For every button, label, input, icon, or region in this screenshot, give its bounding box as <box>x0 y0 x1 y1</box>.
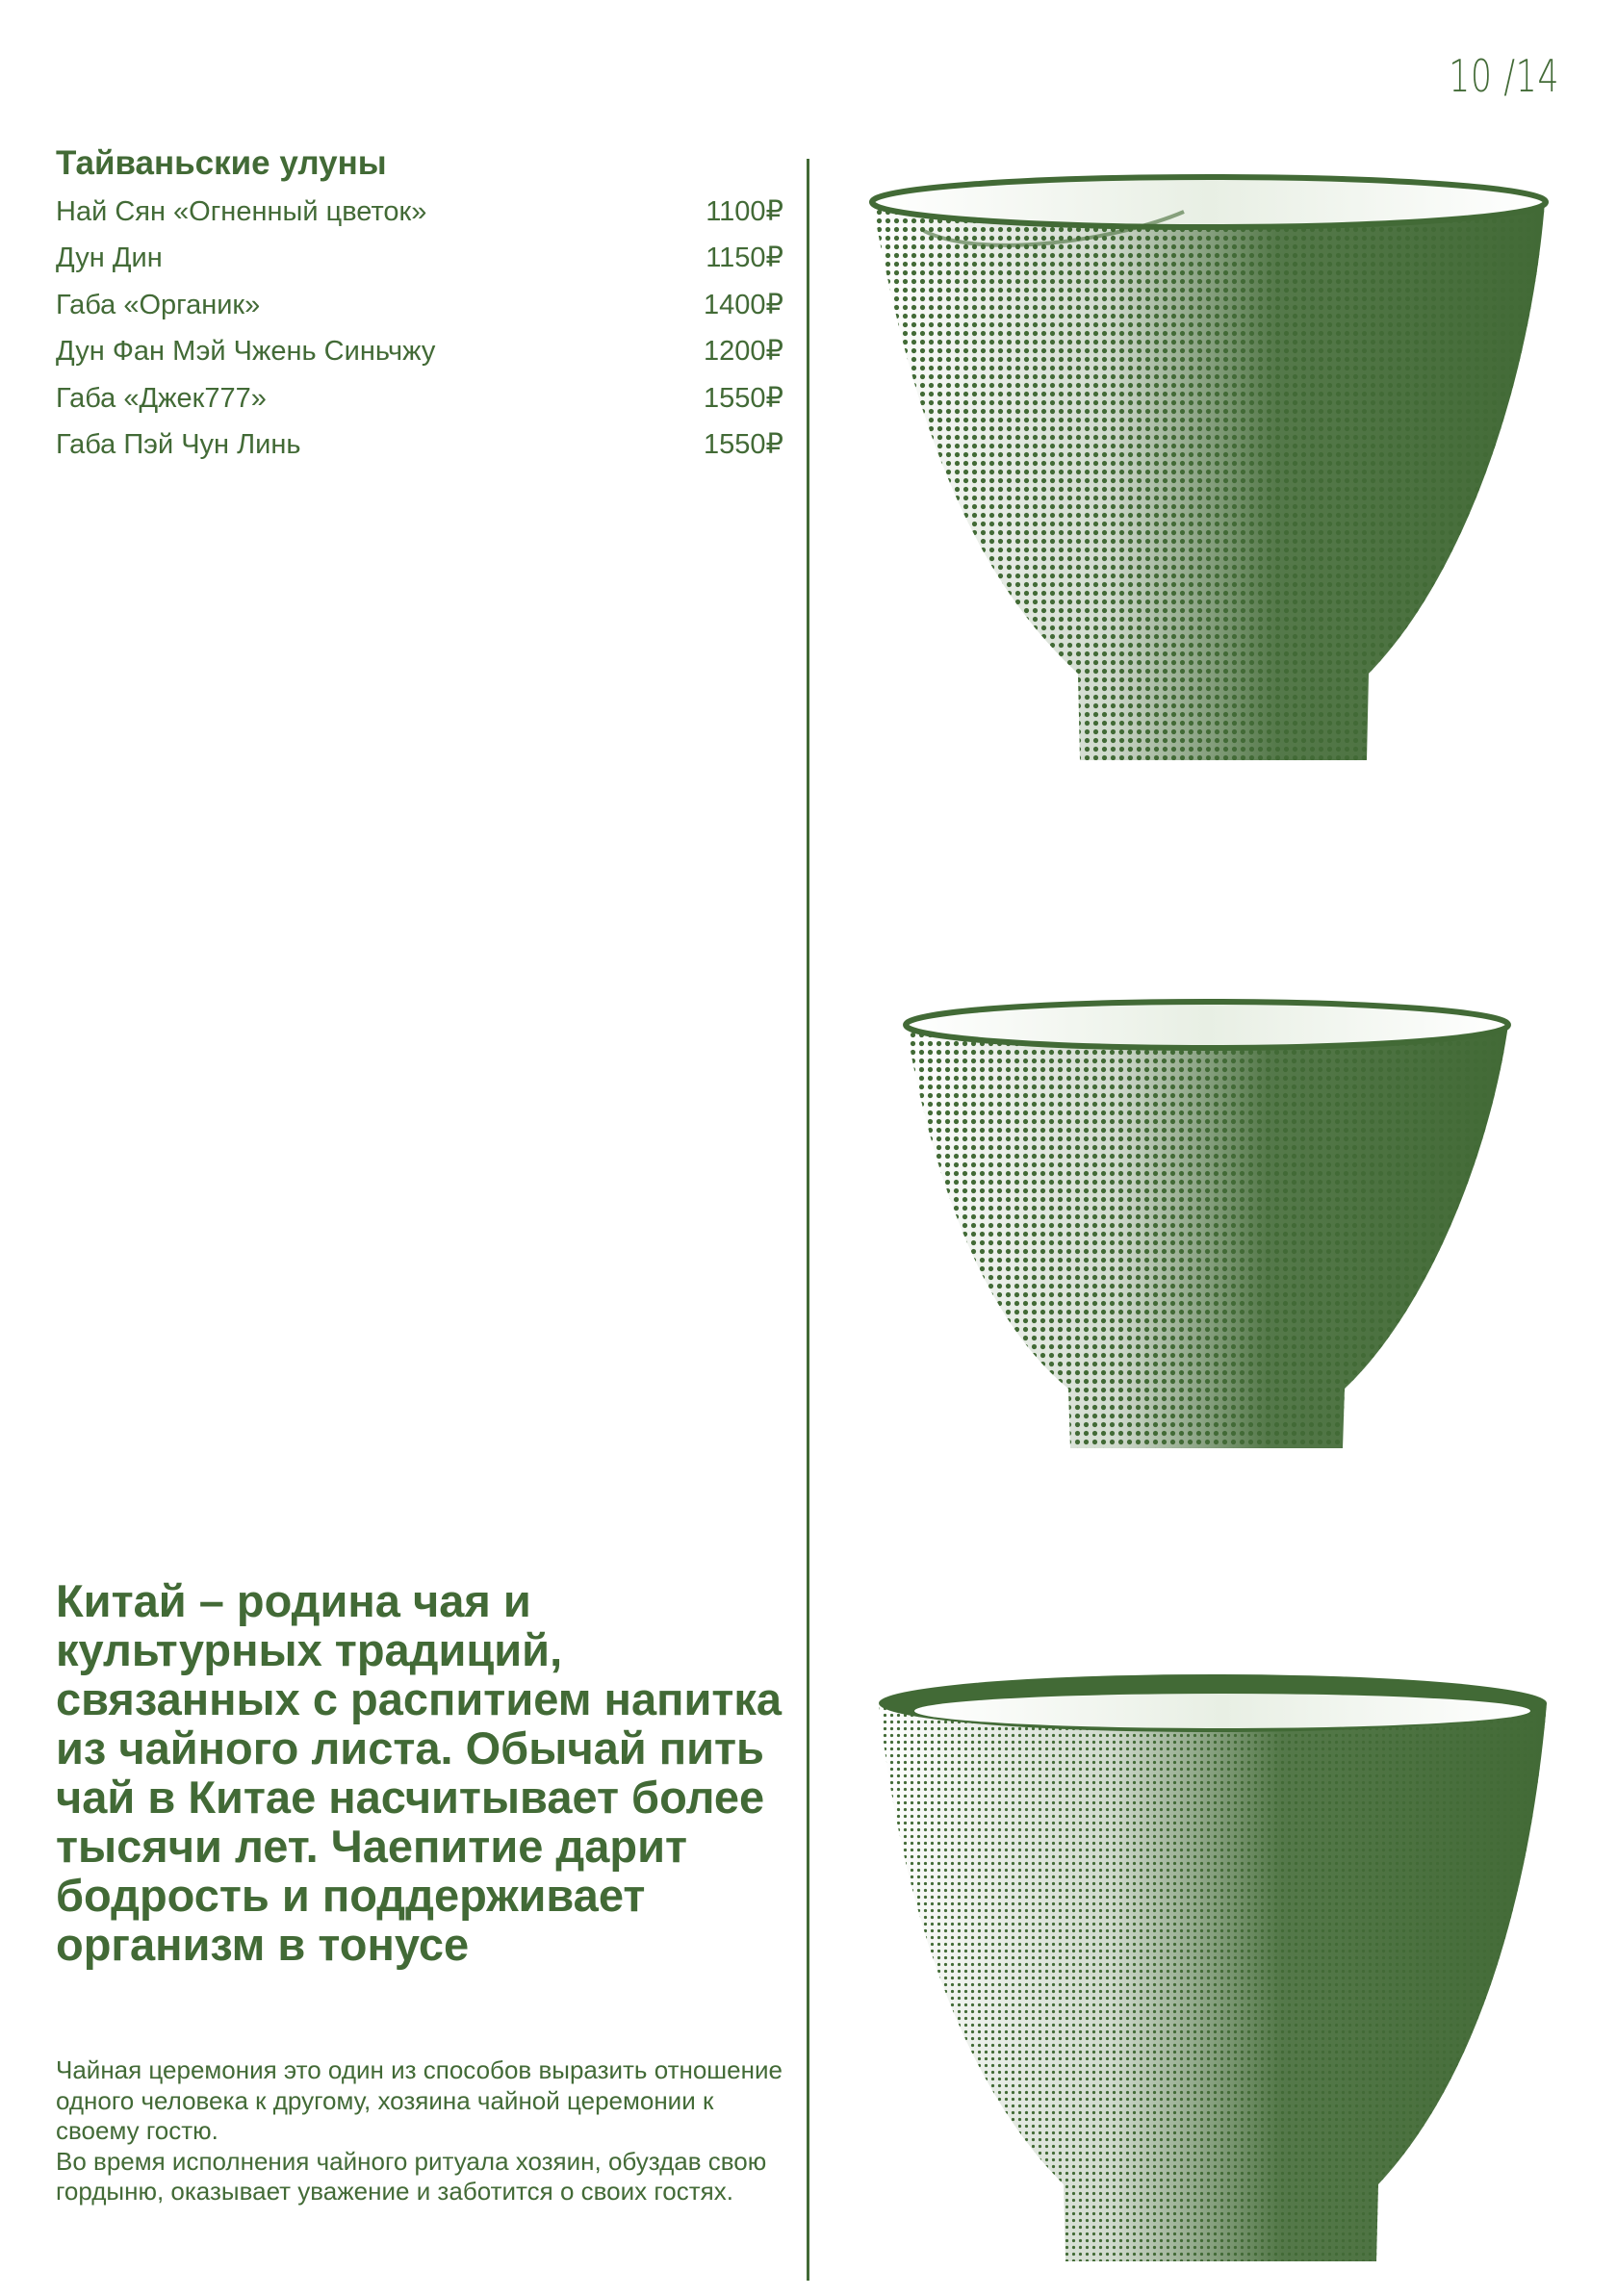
menu-item-name: Габа Пэй Чун Линь <box>56 428 301 460</box>
menu-item <box>56 288 783 334</box>
tea-bowl-illustration <box>861 1665 1554 2281</box>
menu-item-price: 1550₽ <box>704 382 783 414</box>
tea-bowl-illustration <box>900 996 1516 1467</box>
menu-item <box>56 194 783 241</box>
headline: Китай – родина чая и культурных традиций, связанных с распитием напитка из чайного листа. Обычай пить чай в Китае насчитывает более тысячи лет. Чаепитие дарит бодрость и поддерживает организм в тонусе <box>56 1575 783 1970</box>
menu-item <box>56 381 783 427</box>
menu-item-price: 1400₽ <box>704 289 783 320</box>
section-title: Тайваньские улуны <box>56 144 387 182</box>
menu-item-name: Най Сян «Огненный цветок» <box>56 196 427 227</box>
menu-item-price: 1100₽ <box>706 196 783 227</box>
menu-item <box>56 241 783 287</box>
tea-bowl-illustration <box>866 173 1559 789</box>
menu-item <box>56 334 783 380</box>
page-number: 10 /14 <box>1449 50 1559 102</box>
menu-item-name: Габа «Органик» <box>56 289 261 320</box>
tea-menu-list <box>56 194 783 473</box>
menu-item-name: Дун Фан Мэй Чжень Синьчжу <box>56 336 436 368</box>
menu-item-price: 1150₽ <box>706 242 783 274</box>
description-text: Чайная церемония это один из способов выразить отношение одного человека к другому, хозяина чайной церемонии к своему гостю. Во время исполнения чайного ритуала хозяин, обуздав свою гордыню, оказывает уважение и заботится о своих гостях. <box>56 2055 783 2206</box>
menu-item-name: Дун Дин <box>56 242 163 274</box>
vertical-divider <box>807 159 809 2281</box>
menu-item-name: Габа «Джек777» <box>56 382 267 414</box>
menu-item-price: 1200₽ <box>704 336 783 368</box>
menu-item <box>56 427 783 473</box>
menu-item-price: 1550₽ <box>704 428 783 460</box>
